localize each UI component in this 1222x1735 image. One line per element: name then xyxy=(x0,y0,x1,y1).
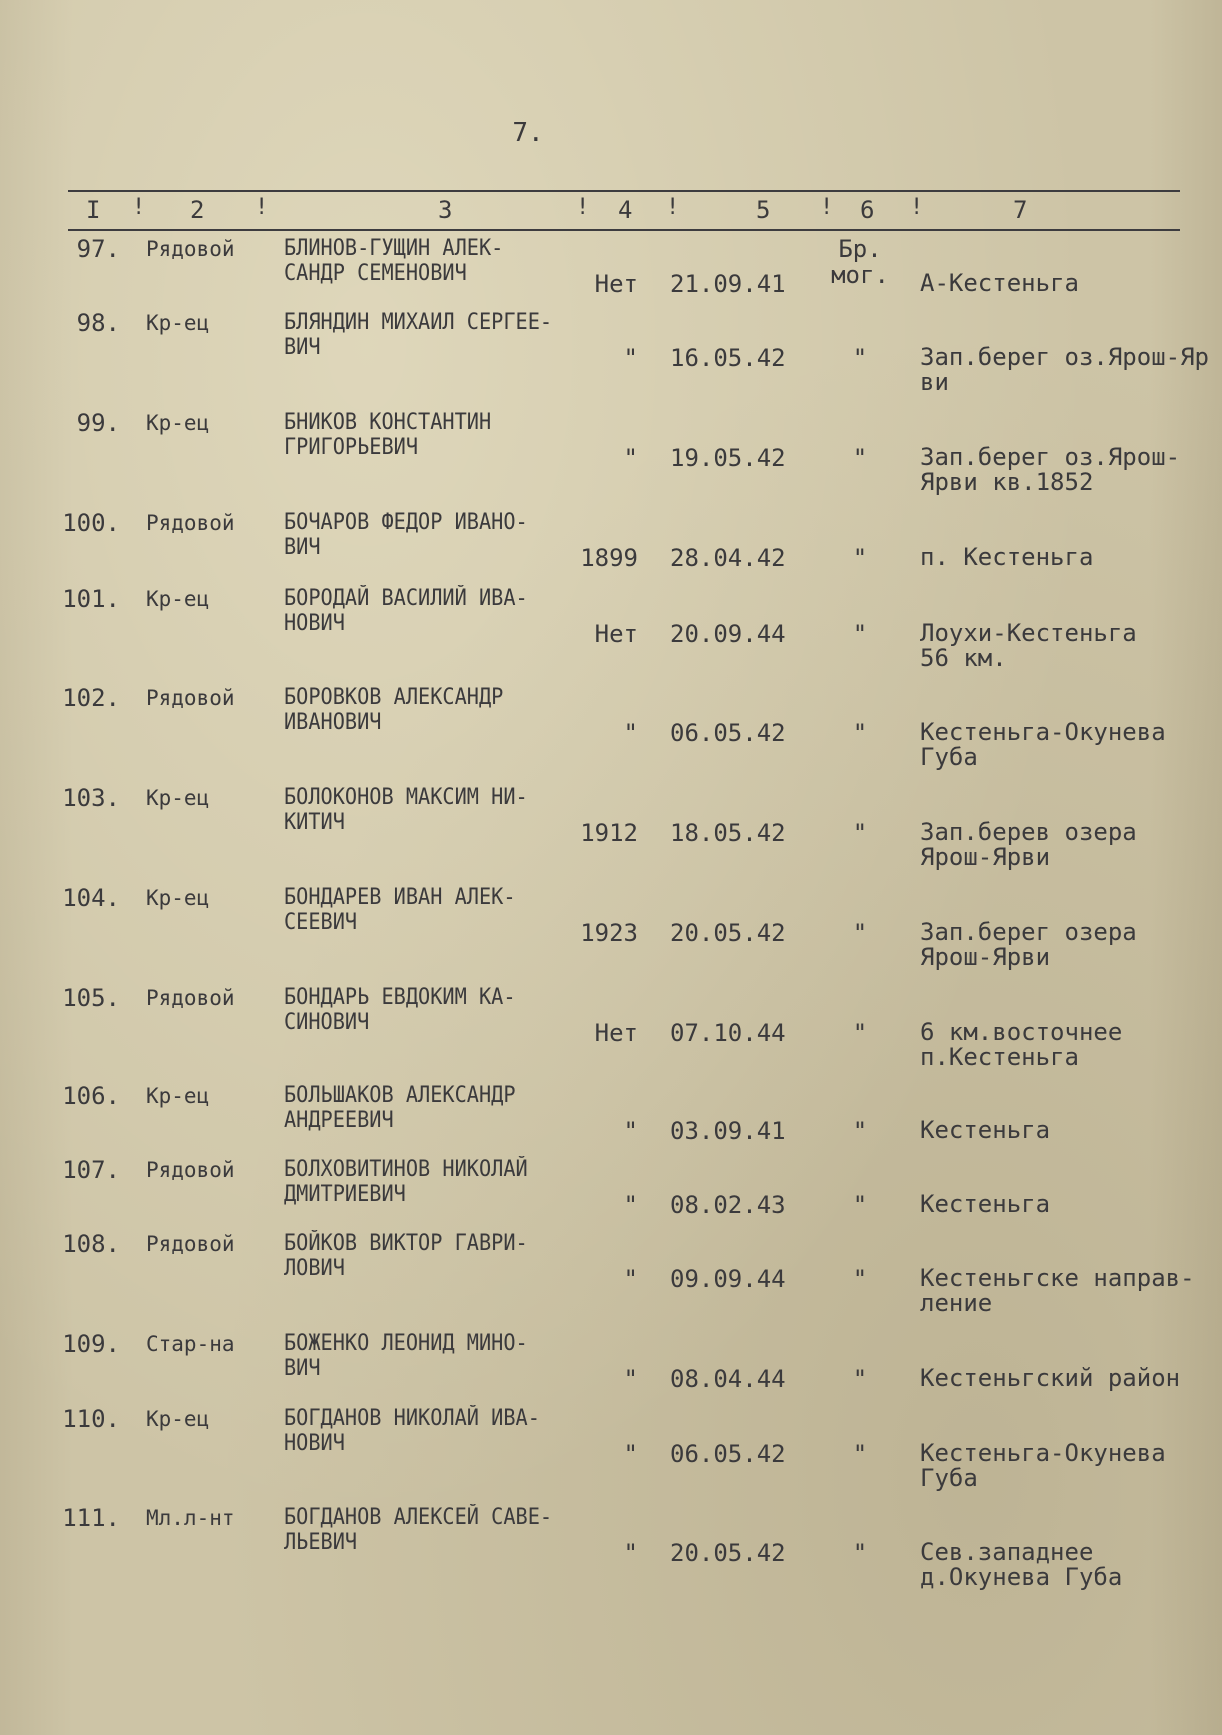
burial-place-line: Губа xyxy=(920,743,978,771)
military-rank: Рядовой xyxy=(146,1158,235,1182)
record-number: 110. xyxy=(62,1405,120,1433)
full-name-line: БОЧАРОВ ФЕДОР ИВАНО- xyxy=(284,510,528,535)
burial-type: " xyxy=(852,919,868,947)
full-name-line: НОВИЧ xyxy=(284,1431,345,1456)
military-rank: Рядовой xyxy=(146,686,235,710)
burial-place-line: 6 км.восточнее xyxy=(920,1018,1123,1046)
table-row xyxy=(0,510,1222,590)
military-rank: Стар-на xyxy=(146,1332,235,1356)
burial-place-line: Кестеньга xyxy=(920,1190,1051,1218)
burial-place-line: п. Кестеньга xyxy=(920,543,1094,571)
header-col-4: 4 xyxy=(618,196,633,224)
burial-place xyxy=(920,1266,1195,1316)
burial-place-line: Сев.западнее xyxy=(920,1538,1094,1566)
birth-year: Нет xyxy=(594,1019,638,1047)
birth-year: " xyxy=(623,1117,638,1145)
full-name-line: БОЛЬШАКОВ АЛЕКСАНДР xyxy=(284,1083,516,1108)
header-separator: ! xyxy=(132,195,146,220)
table-top-rule xyxy=(68,190,1180,192)
burial-place xyxy=(920,445,1180,495)
table-row xyxy=(0,1405,1222,1492)
birth-year: 1923 xyxy=(580,919,638,947)
header-separator: ! xyxy=(576,195,590,220)
record-number: 98. xyxy=(76,309,120,337)
death-date: 20.09.44 xyxy=(670,620,786,648)
table-row xyxy=(0,1504,1222,1591)
burial-place xyxy=(920,545,1093,570)
birth-year: " xyxy=(623,1265,638,1293)
full-name-line: ВИЧ xyxy=(284,1356,321,1381)
record-number: 99. xyxy=(76,409,120,437)
military-rank: Мл.л-нт xyxy=(146,1506,235,1530)
burial-place-line: п.Кестеньга xyxy=(920,1043,1079,1071)
burial-type: " xyxy=(852,1117,868,1145)
header-separator: ! xyxy=(255,195,269,220)
burial-type: " xyxy=(852,444,868,472)
burial-place xyxy=(920,621,1137,671)
death-date: 03.09.41 xyxy=(670,1117,786,1145)
burial-place-line: 56 км. xyxy=(920,644,1007,672)
full-name-line: БОНДАРЕВ ИВАН АЛЕК- xyxy=(284,885,516,910)
burial-place-line: А-Кестеньга xyxy=(920,269,1079,297)
header-separator: ! xyxy=(820,195,834,220)
header-col-3: 3 xyxy=(438,196,453,224)
full-name xyxy=(284,1406,540,1456)
burial-type: " xyxy=(852,344,868,372)
full-name-line: АНДРЕЕВИЧ xyxy=(284,1108,394,1133)
page-number: 7. xyxy=(512,118,544,148)
header-col-6: 6 xyxy=(860,196,875,224)
burial-type: " xyxy=(852,620,868,648)
burial-type xyxy=(830,236,890,288)
full-name-line: БОЖЕНКО ЛЕОНИД МИНО- xyxy=(284,1331,528,1356)
burial-place-line: Ярош-Ярви xyxy=(920,943,1051,971)
full-name xyxy=(284,1231,528,1281)
full-name-line: БНИКОВ КОНСТАНТИН xyxy=(284,410,492,435)
full-name xyxy=(284,410,491,460)
table-row xyxy=(0,1083,1222,1163)
death-date: 20.05.42 xyxy=(670,1539,786,1567)
full-name xyxy=(284,236,503,286)
record-number: 101. xyxy=(62,585,120,613)
burial-place-line: Зап.берег озера xyxy=(920,918,1137,946)
record-number: 100. xyxy=(62,509,120,537)
burial-place-line: Губа xyxy=(920,1464,978,1492)
full-name-line: БОГДАНОВ АЛЕКСЕЙ САВЕ- xyxy=(284,1505,553,1530)
burial-place-line: Ярви кв.1852 xyxy=(920,468,1094,496)
military-rank: Рядовой xyxy=(146,986,235,1010)
death-date: 20.05.42 xyxy=(670,919,786,947)
burial-place-line: Кестеньгске направ- xyxy=(920,1264,1195,1292)
record-number: 103. xyxy=(62,784,120,812)
military-rank: Рядовой xyxy=(146,1232,235,1256)
table-row xyxy=(0,784,1222,871)
full-name xyxy=(284,510,528,560)
table-row xyxy=(0,1331,1222,1411)
record-number: 109. xyxy=(62,1330,120,1358)
full-name-line: БОЛОКОНОВ МАКСИМ НИ- xyxy=(284,785,528,810)
table-row xyxy=(0,684,1222,771)
burial-type: " xyxy=(852,819,868,847)
full-name xyxy=(284,1157,528,1207)
military-rank: Рядовой xyxy=(146,511,235,535)
full-name-line: СЕЕВИЧ xyxy=(284,910,358,935)
full-name-line: БОНДАРЬ ЕВДОКИМ КА- xyxy=(284,985,516,1010)
burial-place-line: Кестеньгский район xyxy=(920,1364,1181,1392)
burial-place xyxy=(920,345,1209,395)
record-number: 97. xyxy=(76,235,120,263)
full-name-line: ВИЧ xyxy=(284,335,321,360)
birth-year: Нет xyxy=(594,620,638,648)
death-date: 28.04.42 xyxy=(670,544,786,572)
burial-place-line: Кестеньга-Окунева xyxy=(920,718,1166,746)
birth-year: " xyxy=(623,1365,638,1393)
burial-place-line: ви xyxy=(920,368,949,396)
birth-year: " xyxy=(623,1191,638,1219)
burial-place xyxy=(920,1366,1180,1391)
table-row xyxy=(0,1157,1222,1237)
military-rank: Кр-ец xyxy=(146,311,210,335)
full-name-line: ДМИТРИЕВИЧ xyxy=(284,1182,406,1207)
full-name-line: БЛЯНДИН МИХАИЛ СЕРГЕЕ- xyxy=(284,310,553,335)
burial-place-line: Зап.берег оз.Ярош- xyxy=(920,443,1181,471)
burial-type: " xyxy=(852,1265,868,1293)
header-separator: ! xyxy=(666,195,680,220)
burial-place xyxy=(920,1540,1122,1590)
burial-place-line: Ярош-Ярви xyxy=(920,843,1051,871)
burial-type: " xyxy=(852,1365,868,1393)
burial-place-line: Кестеньга xyxy=(920,1116,1051,1144)
record-number: 107. xyxy=(62,1156,120,1184)
full-name-line: СИНОВИЧ xyxy=(284,1010,370,1035)
full-name xyxy=(284,785,528,835)
burial-place xyxy=(920,920,1137,970)
table-row xyxy=(0,309,1222,396)
burial-place xyxy=(920,271,1079,296)
burial-place-line: Зап.берег оз.Ярош-Яр xyxy=(920,343,1209,371)
death-date: 21.09.41 xyxy=(670,270,786,298)
full-name-line: БЛИНОВ-ГУЩИН АЛЕК- xyxy=(284,236,504,261)
burial-place-line: Лоухи-Кестеньга xyxy=(920,619,1137,647)
record-number: 111. xyxy=(62,1504,120,1532)
birth-year: " xyxy=(623,1440,638,1468)
birth-year: 1899 xyxy=(580,544,638,572)
burial-place xyxy=(920,1020,1122,1070)
death-date: 07.10.44 xyxy=(670,1019,786,1047)
header-separator: ! xyxy=(910,195,924,220)
full-name-line: ГРИГОРЬЕВИЧ xyxy=(284,435,419,460)
military-rank: Кр-ец xyxy=(146,786,210,810)
record-number: 106. xyxy=(62,1082,120,1110)
birth-year: " xyxy=(623,344,638,372)
burial-place xyxy=(920,1118,1050,1143)
death-date: 18.05.42 xyxy=(670,819,786,847)
full-name-line: БОЙКОВ ВИКТОР ГАВРИ- xyxy=(284,1231,528,1256)
header-col-5: 5 xyxy=(756,196,771,224)
full-name xyxy=(284,586,528,636)
table-row xyxy=(0,236,1222,316)
record-number: 102. xyxy=(62,684,120,712)
full-name-line: САНДР СЕМЕНОВИЧ xyxy=(284,261,467,286)
full-name-line: ИВАНОВИЧ xyxy=(284,710,382,735)
burial-place xyxy=(920,720,1166,770)
military-rank: Кр-ец xyxy=(146,1084,210,1108)
full-name-line: КИТИЧ xyxy=(284,810,345,835)
death-date: 08.02.43 xyxy=(670,1191,786,1219)
burial-type: " xyxy=(852,1440,868,1468)
burial-place xyxy=(920,1192,1050,1217)
burial-type: " xyxy=(852,1191,868,1219)
full-name-line: НОВИЧ xyxy=(284,611,345,636)
full-name-line: БОРОВКОВ АЛЕКСАНДР xyxy=(284,685,504,710)
birth-year: " xyxy=(623,719,638,747)
burial-type-line: Бр. xyxy=(838,235,882,263)
burial-place-line: ление xyxy=(920,1289,993,1317)
full-name xyxy=(284,685,503,735)
death-date: 08.04.44 xyxy=(670,1365,786,1393)
record-number: 104. xyxy=(62,884,120,912)
birth-year: " xyxy=(623,1539,638,1567)
full-name xyxy=(284,885,516,935)
full-name xyxy=(284,1505,552,1555)
full-name xyxy=(284,310,552,360)
full-name-line: ЛОВИЧ xyxy=(284,1256,345,1281)
record-number: 108. xyxy=(62,1230,120,1258)
death-date: 19.05.42 xyxy=(670,444,786,472)
death-date: 09.09.44 xyxy=(670,1265,786,1293)
burial-type: " xyxy=(852,719,868,747)
birth-year: " xyxy=(623,444,638,472)
record-number: 105. xyxy=(62,984,120,1012)
military-rank: Кр-ец xyxy=(146,886,210,910)
table-row xyxy=(0,984,1222,1071)
death-date: 06.05.42 xyxy=(670,1440,786,1468)
full-name-line: БОГДАНОВ НИКОЛАЙ ИВА- xyxy=(284,1406,540,1431)
death-date: 16.05.42 xyxy=(670,344,786,372)
table-header-rule xyxy=(68,229,1180,231)
table-row xyxy=(0,409,1222,496)
burial-place-line: Кестеньга-Окунева xyxy=(920,1439,1166,1467)
table-row xyxy=(0,585,1222,672)
burial-type: " xyxy=(852,1539,868,1567)
header-col-2: 2 xyxy=(190,196,205,224)
full-name xyxy=(284,985,516,1035)
burial-place xyxy=(920,820,1137,870)
full-name xyxy=(284,1331,528,1381)
burial-place-line: Зап.берев озера xyxy=(920,818,1137,846)
military-rank: Рядовой xyxy=(146,237,235,261)
military-rank: Кр-ец xyxy=(146,587,210,611)
birth-year: Нет xyxy=(594,270,638,298)
header-col-7: 7 xyxy=(1013,196,1028,224)
full-name-line: БОЛХОВИТИНОВ НИКОЛАЙ xyxy=(284,1157,528,1182)
military-rank: Кр-ец xyxy=(146,1407,210,1431)
burial-place xyxy=(920,1441,1166,1491)
burial-type: " xyxy=(852,1019,868,1047)
header-col-1: I xyxy=(86,196,101,224)
birth-year: 1912 xyxy=(580,819,638,847)
military-rank: Кр-ец xyxy=(146,411,210,435)
full-name-line: ЛЬЕВИЧ xyxy=(284,1530,358,1555)
table-row xyxy=(0,1230,1222,1317)
burial-type-line: мог. xyxy=(831,261,889,289)
death-date: 06.05.42 xyxy=(670,719,786,747)
full-name-line: БОРОДАЙ ВАСИЛИЙ ИВА- xyxy=(284,586,528,611)
full-name-line: ВИЧ xyxy=(284,535,321,560)
burial-type: " xyxy=(852,544,868,572)
table-row xyxy=(0,884,1222,971)
full-name xyxy=(284,1083,516,1133)
burial-place-line: д.Окунева Губа xyxy=(920,1563,1123,1591)
